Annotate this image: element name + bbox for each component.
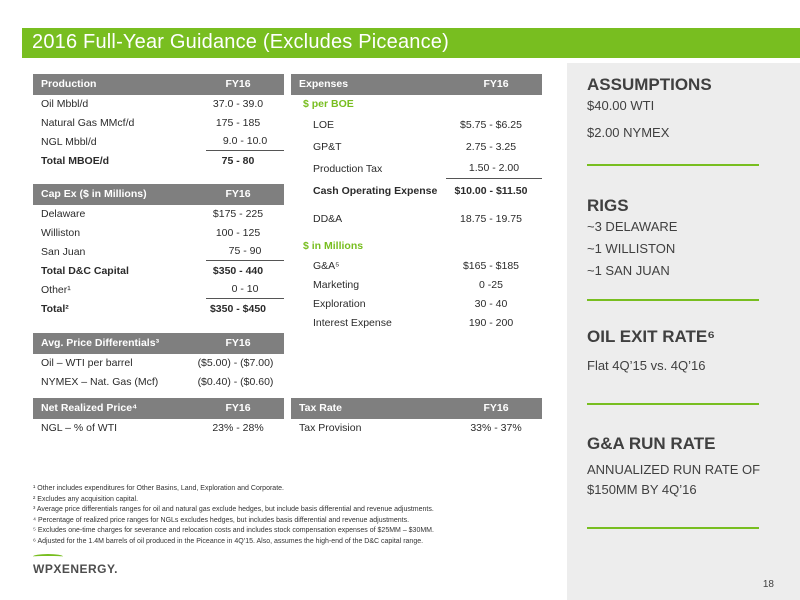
header-fy: FY16 [483,402,509,414]
header-label: Net Realized Price⁴ [41,402,138,414]
row-value: $5.75 - $6.25 [460,119,522,131]
row-label: Total MBOE/d [41,155,110,167]
header-fy: FY16 [225,402,251,414]
row-label: Oil Mbbl/d [41,98,89,110]
row-value: $350 - 440 [212,265,264,277]
table-header [33,74,284,95]
assumptions-title: ASSUMPTIONS [587,75,712,94]
header-fy: FY16 [225,337,251,349]
capex-table [33,184,284,319]
table-row [291,295,542,314]
table-row [33,419,284,438]
row-value: 0 -25 [479,279,503,291]
table-row [33,373,284,392]
table-row [291,158,542,180]
page-title: 2016 Full-Year Guidance (Excludes Piceance) [32,31,449,53]
table-row-subtotal [33,262,284,281]
row-label: Natural Gas MMcf/d [41,117,135,129]
rigs-title: RIGS [587,196,629,215]
row-label: Oil – WTI per barrel [41,357,133,369]
row-label: DD&A [313,213,343,225]
footnote: ¹ Other includes expenditures for Other Basins, Land, Exploration and Corporate. [33,485,284,492]
logo-swoosh-icon [33,554,63,559]
oil-exit-rate-text: Flat 4Q’15 vs. 4Q’16 [587,358,706,373]
row-value: 75 - 90 [206,243,284,261]
assumptions-sidebar [567,63,800,600]
table-row [291,202,542,236]
header-label: Expenses [299,78,349,90]
assumption-wti: $40.00 WTI [587,98,655,113]
divider [587,299,759,301]
divider [587,403,759,405]
table-row-total [33,300,284,319]
oil-exit-rate-title: OIL EXIT RATE⁶ [587,327,716,346]
row-label: Exploration [313,298,366,310]
row-value: 190 - 200 [468,317,514,329]
header-label: Avg. Price Differentials³ [41,337,160,349]
tax-rate-table [291,398,542,438]
row-value: 75 - 80 [221,155,255,167]
footnote: ³ Average price differentials ranges for oil and natural gas exclude hedges, but include basis differential and revenue adjustments. [33,506,434,513]
row-label: NGL – % of WTI [41,422,118,434]
table-header [33,333,284,354]
row-value: 37.0 - 39.0 [212,98,264,110]
logo-text: WPXENERGY. [33,562,119,576]
row-label: Delaware [41,208,86,220]
table-subheading [291,95,542,114]
table-row [291,114,542,136]
footnote: ² Excludes any acquisition capital. [33,495,139,503]
table-row [33,243,284,262]
header-fy: FY16 [225,188,251,200]
row-value: 18.75 - 19.75 [460,213,522,225]
rig-san-juan: ~1 SAN JUAN [587,263,670,278]
assumption-nymex: $2.00 NYMEX [587,125,670,140]
footnote: ⁴ Percentage of realized price ranges for NGLs excludes hedges, but includes basis differential and revenue adjustments. [33,516,410,524]
row-label: Production Tax [313,163,383,175]
ga-run-rate-line-2: $150MM BY 4Q’16 [587,482,697,497]
header-label: Production [41,78,97,90]
row-label: Total D&C Capital [41,265,129,277]
row-label: Tax Provision [299,422,362,434]
divider [587,527,759,529]
row-label: Total² [41,303,69,315]
row-label: LOE [313,119,335,131]
table-row [33,354,284,373]
row-label: Williston [41,227,81,239]
row-value: ($0.40) - ($0.60) [197,376,274,388]
row-label: Cash Operating Expense [313,185,438,197]
row-label: Other¹ [41,284,71,296]
table-header [33,398,284,419]
row-value: 0 - 10 [206,281,284,299]
header-label: Cap Ex ($ in Millions) [41,188,147,200]
table-row-subtotal [291,180,542,202]
row-label: NYMEX – Nat. Gas (Mcf) [41,376,159,388]
table-header [291,398,542,419]
table-row [291,419,542,438]
row-value: ($5.00) - ($7.00) [197,357,274,369]
table-row [291,314,542,333]
header-fy: FY16 [225,78,251,90]
price-differentials-table [33,333,284,392]
ga-run-rate-title: G&A RUN RATE [587,434,716,453]
footnotes [33,484,553,547]
row-label: Interest Expense [313,317,392,329]
row-label: NGL Mbbl/d [41,136,97,148]
row-value: 1.50 - 2.00 [446,158,542,179]
row-label: San Juan [41,246,86,258]
divider [587,164,759,166]
row-label: G&A⁵ [313,260,340,272]
table-row [33,281,284,300]
ga-run-rate-line-1: ANNUALIZED RUN RATE OF [587,462,761,477]
row-value: 30 - 40 [474,298,508,310]
table-subheading [291,236,542,257]
row-value: 33% - 37% [470,422,522,434]
page-number: 18 [762,579,774,590]
row-value: 100 - 125 [215,227,261,239]
table-row [33,133,284,152]
row-value: 23% - 28% [212,422,264,434]
row-value: 2.75 - 3.25 [465,141,517,153]
row-value: 175 - 185 [215,117,261,129]
row-label: $ per BOE [303,98,354,110]
row-value: 9.0 - 10.0 [206,133,284,151]
rig-delaware: ~3 DELAWARE [587,219,678,234]
table-row [291,276,542,295]
title-bar [22,28,800,58]
production-table [33,74,284,171]
net-realized-price-table [33,398,284,438]
company-logo [33,562,118,576]
table-row [291,257,542,276]
table-header [33,184,284,205]
table-row [33,114,284,133]
header-fy: FY16 [483,78,509,90]
row-value: $165 - $185 [462,260,520,272]
footnote: ⁵ Excludes one-time charges for severance and relocation costs and includes stock compensation expenses of $25MM – $30MM. [33,527,434,534]
row-label: Marketing [313,279,360,291]
row-label: $ in Millions [303,240,364,252]
footnote: ⁶ Adjusted for the 1.4M barrels of oil produced in the Piceance in 4Q’15. Also, assumes the high-end of the D&C capital range. [33,537,424,545]
table-row [291,136,542,158]
table-row [33,224,284,243]
table-header [291,74,542,95]
row-value: $175 - 225 [212,208,264,220]
row-value: $350 - $450 [209,303,267,315]
rig-williston: ~1 WILLISTON [587,241,676,256]
header-label: Tax Rate [299,402,342,414]
table-row [33,205,284,224]
table-row [33,95,284,114]
table-row-total [33,152,284,171]
row-label: GP&T [313,141,342,153]
expenses-table [291,74,542,333]
row-value: $10.00 - $11.50 [454,185,528,197]
